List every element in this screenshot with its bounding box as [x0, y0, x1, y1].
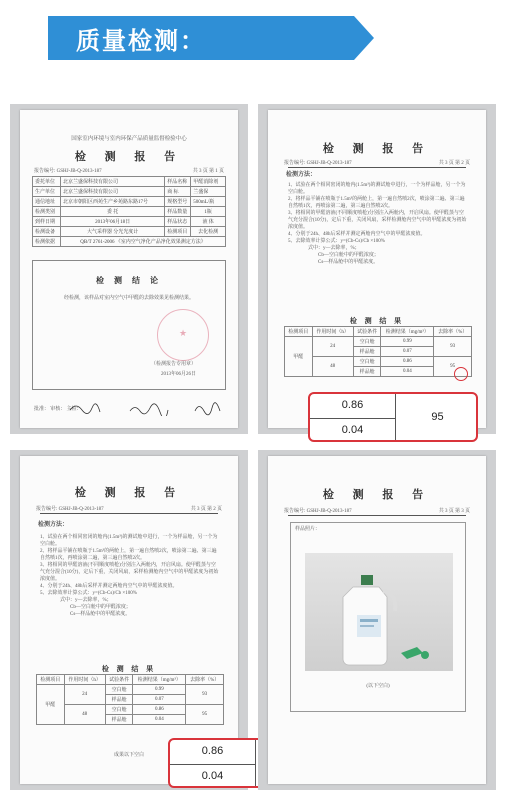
- column-header: 去除率（%）: [186, 675, 224, 685]
- result-table: [36, 674, 224, 725]
- zoom-value-blank: 0.86: [341, 399, 364, 411]
- cell: 大气采样器 分光光度计: [61, 227, 165, 237]
- method-title: 检测方法：: [286, 172, 317, 178]
- column-header: 作用时间（h）: [312, 327, 353, 337]
- report-date: 2013年06月26日: [161, 372, 197, 377]
- cell: 样品数量: [165, 207, 191, 217]
- cell: 北京市朝阳区西苑生产乡苑路东路17号: [61, 197, 165, 207]
- report-title: 检 测 报 告: [74, 487, 184, 499]
- zoom-divider-h: [310, 418, 395, 419]
- cell: 兰盛保: [191, 187, 226, 197]
- formula-note: 式中：y—去除率，%；: [308, 246, 360, 251]
- panel-report-results: [258, 104, 496, 434]
- report-results-paper: [268, 110, 486, 428]
- column-header: 去除率（%）: [434, 327, 472, 337]
- panel-sample-photo: [258, 450, 496, 790]
- cell-rate: 95: [186, 705, 224, 725]
- cell-value: 0.04: [133, 715, 186, 725]
- cell-value: 0.99: [381, 337, 434, 347]
- method-step: 4、分别于24h、48h后采样并测定两舱内空气中的甲醛浓度值。: [288, 232, 426, 237]
- result-title: 检 测 结 果: [101, 665, 157, 673]
- photo-caption: (以下空白): [366, 684, 390, 689]
- cell-rate: 95: [434, 357, 472, 377]
- header-rule: [288, 167, 466, 168]
- cell-item: 甲醛: [285, 337, 313, 377]
- column-header: 检测项目: [285, 327, 313, 337]
- column-header: 试验条件: [353, 327, 381, 337]
- cell-cond: 样品舱: [105, 695, 133, 705]
- cell: 委 托: [61, 207, 165, 217]
- report-cover-paper: [20, 110, 238, 428]
- table-row: [33, 207, 226, 217]
- column-header: 检测结果（mg/m³）: [133, 675, 186, 685]
- cell: QB/T 2761-2006 《室内空气净化产品净化效果测定方法》: [61, 237, 226, 247]
- cell-value: 0.86: [381, 357, 434, 367]
- column-header: 检测项目: [37, 675, 65, 685]
- report-number: 报告编号: GSHJ-JB-Q-2013-187: [284, 509, 352, 514]
- page-indicator: 共 3 页 第 2 页: [438, 161, 470, 166]
- method-step: 3、将相同的甲醛溶液(不同顺度喷枪)分别注入两舱内，开启风扇。使甲醛蒸与空气充分混合(10分)，定后下重，关闭风扇，采样检测舱内空气中的甲醛浓度为初始浓度值。: [40, 563, 219, 582]
- highlight-circle: [454, 367, 468, 381]
- cell-cond: 空白舱: [353, 357, 381, 367]
- table-row: [33, 227, 226, 237]
- cell: 委托单位: [33, 177, 61, 187]
- method-step: 1、试验在两个相同密闭的舱内(1.5m³)的测试舱中进行，一个为样品舱，另一个为空白舱。: [40, 535, 218, 547]
- cell-item: 甲醛: [37, 685, 65, 725]
- zoom-divider-h: [170, 764, 255, 765]
- table-row: [37, 685, 224, 695]
- method-step: 4、分别于24h、48h后采样并测定两舱内空气中的甲醛浓度值。: [40, 584, 178, 589]
- cell: 规格型号: [165, 197, 191, 207]
- report-title: 检 测 报 告: [322, 143, 432, 155]
- cell-cond: 空白舱: [105, 705, 133, 715]
- method-step: 2、将样品平铺在喷瓶于1.5m³的两舱上，第一遍自然喷2次，喷涂第二遍、第三遍自然喷1次，再喷涂第二遍，第三遍自然喷2次。: [40, 549, 217, 561]
- cell: 甲醛消除剂: [191, 177, 226, 187]
- table-row: [33, 217, 226, 227]
- cell: 北京兰盛保科技有限公司: [61, 187, 165, 197]
- cell: 液 体: [191, 217, 226, 227]
- result-title: 检 测 结 果: [349, 317, 405, 325]
- report-number: 报告编号: GSHJ-JB-Q-2013-187: [284, 161, 352, 166]
- cell: 商 标: [165, 187, 191, 197]
- method-step: 1、试验在两个相同密闭的舱内(1.5m³)的测试舱中进行，一个为样品舱，另一个为空白舱。: [288, 183, 466, 195]
- report-results-paper-2: [20, 456, 238, 784]
- banner-title: 质量检测：: [76, 27, 206, 55]
- report-title: 检 测 报 告: [74, 151, 184, 163]
- report-number: 报告编号: GSHJ-JB-Q-2013-187: [34, 169, 102, 174]
- info-table: [32, 176, 226, 247]
- formula-note: 式中：y—去除率，%；: [60, 598, 112, 603]
- cell-value: 0.86: [133, 705, 186, 715]
- cell-value: 0.04: [381, 367, 434, 377]
- product-photo: [305, 553, 453, 671]
- method-step: 5、去除效率计算公式：y=(Cb-Cs)/Cb ×100%: [40, 591, 137, 596]
- cell-time: 48: [64, 705, 105, 725]
- cell-rate: 93: [186, 685, 224, 705]
- table-row: [33, 187, 226, 197]
- cell: 样品名称: [165, 177, 191, 187]
- page-indicator: 共 3 页 第 1 页: [192, 169, 224, 174]
- cell: 1瓶: [191, 207, 226, 217]
- cell-cond: 样品舱: [105, 715, 133, 725]
- photo-label: 样品照片：: [295, 527, 321, 532]
- section-banner: [0, 0, 506, 78]
- sample-photo-paper: [268, 456, 486, 784]
- formula-note: Cs—样品舱中的甲醛浓度。: [318, 260, 379, 265]
- photo-frame: [290, 522, 466, 712]
- zoom-rate: 95: [431, 411, 444, 423]
- column-header: 作用时间（h）: [64, 675, 105, 685]
- blank-note: 成果以下空白: [113, 753, 144, 758]
- panel-report-cover: [10, 104, 248, 434]
- cell-cond: 样品舱: [353, 347, 381, 357]
- cell: 检测设备: [33, 227, 61, 237]
- table-row: [33, 177, 226, 187]
- conclusion-text: 经检测，该样品对室内空气中甲醛的去除效果见检测结果。: [63, 296, 194, 301]
- cell-value: 0.07: [381, 347, 434, 357]
- table-row: [33, 237, 226, 247]
- method-steps: [40, 534, 220, 618]
- cell: 去化检测: [191, 227, 226, 237]
- report-number: 报告编号: GSHJ-JB-Q-2013-187: [36, 507, 104, 512]
- org-name: 国家室内环境与室内环保产品质量监督检验中心: [71, 136, 187, 142]
- formula-note: Cs—样品舱中的甲醛浓度。: [70, 612, 131, 617]
- cell: 检测依据: [33, 237, 61, 247]
- cell-cond: 空白舱: [353, 337, 381, 347]
- conclusion-title: 检 测 结 论: [96, 276, 162, 285]
- cell: 生产单位: [33, 187, 61, 197]
- cell: 北京兰盛保科技有限公司: [61, 177, 165, 187]
- zoom-callout: [308, 392, 478, 442]
- table-row: [37, 705, 224, 715]
- banner-arrow-icon: [354, 16, 374, 60]
- table-row: [33, 197, 226, 207]
- column-header: 试验条件: [105, 675, 133, 685]
- page-indicator: 共 3 页 第 3 页: [438, 509, 470, 514]
- zoom-value-blank: 0.86: [201, 745, 224, 757]
- method-step: 3、将相同的甲醛溶液(不同顺度喷枪)分别注入两舱内，开启风扇。使甲醛蒸与空气充分混合(10分)，定后下重，关闭风扇，采样检测舱内空气中的甲醛浓度为初始浓度值。: [288, 211, 467, 230]
- cell: 500mL/瓶: [191, 197, 226, 207]
- stamp-star-icon: ★: [179, 328, 188, 338]
- cell-value: 0.07: [133, 695, 186, 705]
- cell-time: 24: [64, 685, 105, 705]
- cell: 2013年06月18日: [61, 217, 165, 227]
- cell-cond: 空白舱: [105, 685, 133, 695]
- report-title: 检 测 报 告: [322, 489, 432, 501]
- method-step: 2、将样品平铺在喷瓶于1.5m³的两舱上，第一遍自然喷2次，喷涂第二遍、第三遍自然喷1次，再喷涂第二遍，第三遍自然喷2次。: [288, 197, 465, 209]
- zoom-value-sample: 0.04: [201, 770, 224, 782]
- table-header-row: [285, 327, 472, 337]
- conclusion-box: [32, 260, 226, 390]
- bottle-image: [305, 553, 453, 671]
- zoom-value-sample: 0.04: [341, 424, 364, 436]
- cell: 检测项目: [165, 227, 191, 237]
- cell: 检测类别: [33, 207, 61, 217]
- column-header: 检测结果（mg/m³）: [381, 327, 434, 337]
- cell-time: 24: [312, 337, 353, 357]
- header-rule: [288, 515, 466, 516]
- result-table: [284, 326, 472, 377]
- signature-scribbles: [60, 400, 230, 416]
- table-row: [285, 357, 472, 367]
- table-header-row: [37, 675, 224, 685]
- table-row: [285, 337, 472, 347]
- cell: 到样日期: [33, 217, 61, 227]
- cell-value: 0.99: [133, 685, 186, 695]
- cell-time: 48: [312, 357, 353, 377]
- cell: 通信地址: [33, 197, 61, 207]
- formula-note: Cb—空白舱中的甲醛浓度；: [70, 605, 131, 610]
- cell-cond: 样品舱: [353, 367, 381, 377]
- method-steps: [288, 182, 468, 266]
- header-rule: [40, 513, 218, 514]
- page-indicator: 共 3 页 第 2 页: [190, 507, 222, 512]
- method-title: 检测方法：: [38, 522, 69, 528]
- cell: 样品状态: [165, 217, 191, 227]
- cell-rate: 93: [434, 337, 472, 357]
- method-step: 5、去除效率计算公式：y=(Cb-Cs)/Cb ×100%: [288, 239, 385, 244]
- signatures: 批准： 审核： 主检：: [34, 407, 82, 412]
- stamp-text: （检测报告专用章）: [151, 362, 197, 367]
- formula-note: Cb—空白舱中的甲醛浓度；: [318, 253, 379, 258]
